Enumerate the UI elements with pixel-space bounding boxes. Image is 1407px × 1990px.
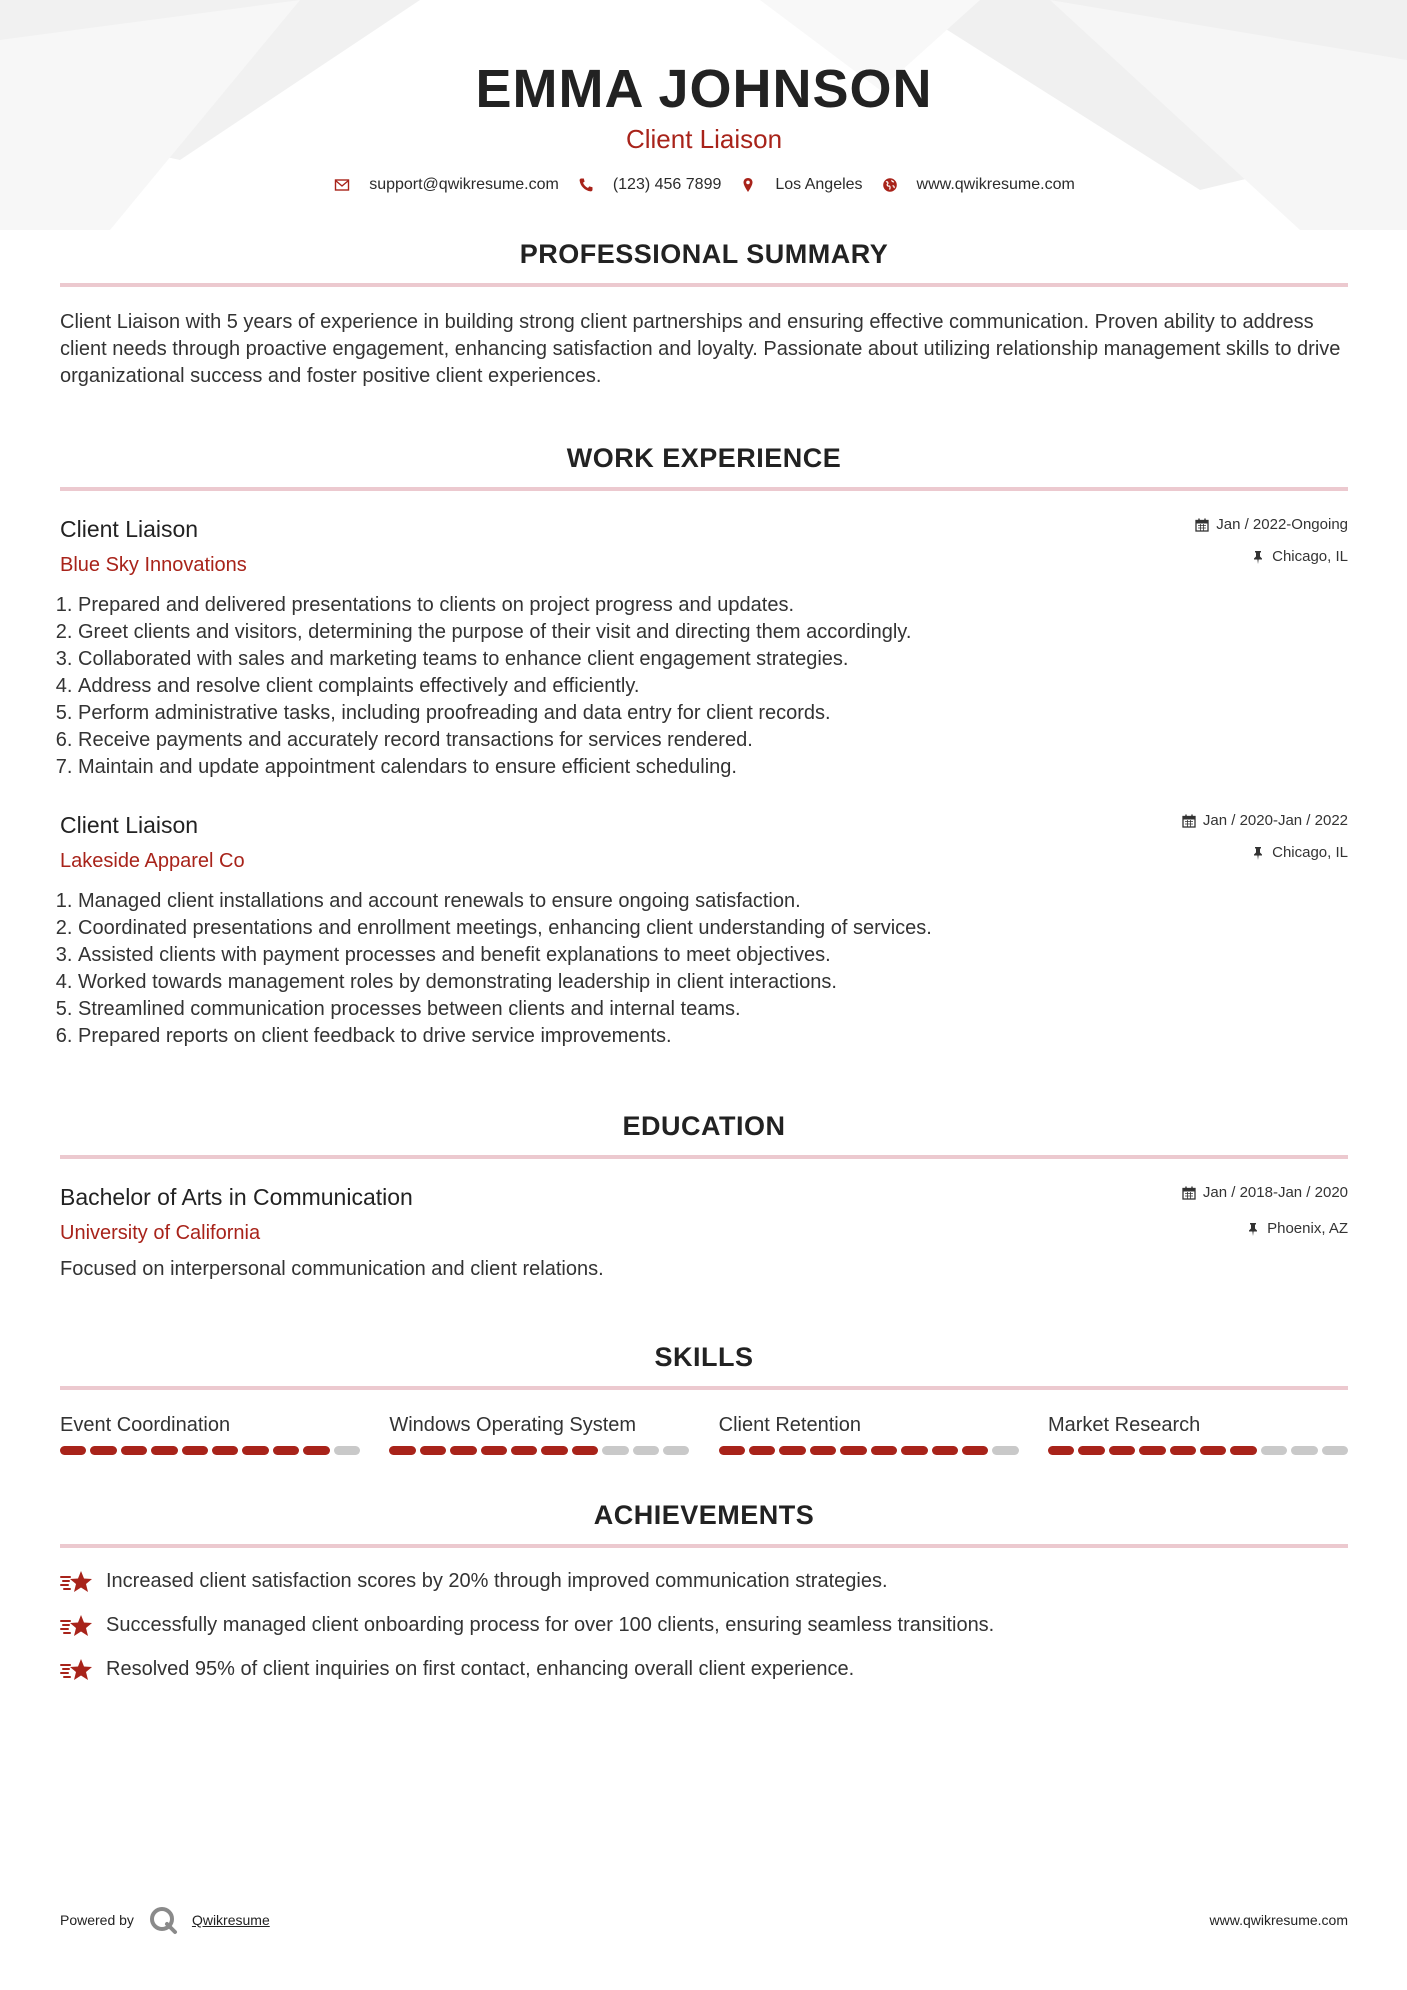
shooting-star-icon [60, 1613, 94, 1639]
skills-grid [60, 1412, 1348, 1455]
skills-heading: SKILLS [654, 1342, 754, 1372]
skill-segment-filled [420, 1446, 446, 1455]
list-item: 3. Assisted clients with payment processes and benefit explanations to meet objectives. [78, 942, 1348, 969]
powered-by [60, 1905, 270, 1935]
job-dates-text: Jan / 2020-Jan / 2022 [1202, 812, 1348, 829]
powered-by-label: Powered by [60, 1912, 134, 1928]
skill-segment-empty [992, 1446, 1018, 1455]
achievement-text: Increased client satisfaction scores by 20% through improved communication strategies. [106, 1570, 888, 1592]
skill-segment-filled [121, 1446, 147, 1455]
job-duties-list [60, 888, 1348, 1050]
pushpin-icon [1246, 1222, 1260, 1236]
job-location [1182, 843, 1348, 863]
achievements-heading: ACHIEVEMENTS [593, 1500, 815, 1530]
pushpin-icon [1251, 550, 1265, 564]
degree-title: Bachelor of Arts in Communication [60, 1184, 413, 1210]
candidate-role: Client Liaison [625, 124, 783, 154]
job-dates [1182, 811, 1348, 831]
skill-segment-filled [151, 1446, 177, 1455]
skill-segment-filled [242, 1446, 268, 1455]
education-heading: EDUCATION [622, 1111, 786, 1141]
achievements-section [60, 1499, 1348, 1683]
list-item: 5. Perform administrative tasks, including proofreading and data entry for client records. [78, 700, 1348, 727]
skill-item [719, 1412, 1019, 1455]
skill-segment-filled [273, 1446, 299, 1455]
section-divider [60, 1544, 1348, 1548]
skill-item [60, 1412, 360, 1455]
skill-segment-empty [602, 1446, 628, 1455]
job-location-text: Chicago, IL [1272, 548, 1348, 565]
skill-segment-filled [511, 1446, 537, 1455]
list-item: 1. Prepared and delivered presentations to clients on project progress and updates. [78, 592, 1348, 619]
skill-segment-filled [1078, 1446, 1104, 1455]
education-section [60, 1110, 1348, 1283]
skill-item [389, 1412, 689, 1455]
envelope-icon [333, 176, 351, 194]
list-item: 4. Address and resolve client complaints effectively and efficiently. [78, 673, 1348, 700]
contact-phone-text: (123) 456 7899 [612, 176, 722, 193]
skill-name: Market Research [1047, 1414, 1201, 1436]
summary-section [60, 238, 1348, 390]
section-divider [60, 487, 1348, 491]
section-divider [60, 1386, 1348, 1390]
skill-segment-filled [1109, 1446, 1135, 1455]
education-entry [60, 1183, 1348, 1283]
skill-segment-empty [1261, 1446, 1287, 1455]
page-footer [60, 1905, 1348, 1935]
qwikresume-logo-icon [148, 1905, 178, 1935]
skill-segment-empty [633, 1446, 659, 1455]
contact-email[interactable] [333, 176, 559, 194]
list-item: 6. Prepared reports on client feedback to drive service improvements. [78, 1023, 1348, 1050]
footer-website[interactable]: www.qwikresume.com [1209, 1912, 1348, 1928]
skill-segment-filled [749, 1446, 775, 1455]
skill-segment-filled [541, 1446, 567, 1455]
skill-segment-filled [1139, 1446, 1165, 1455]
contact-website[interactable] [881, 176, 1075, 194]
achievement-text: Resolved 95% of client inquiries on first contact, enhancing overall client experience. [106, 1658, 855, 1680]
skill-segment-filled [962, 1446, 988, 1455]
phone-icon [577, 176, 595, 194]
skill-segment-empty [1291, 1446, 1317, 1455]
job-dates-text: Jan / 2022-Ongoing [1216, 516, 1348, 533]
list-item: 6. Receive payments and accurately record transactions for services rendered. [78, 727, 1348, 754]
skill-segment-filled [932, 1446, 958, 1455]
skill-segment-filled [572, 1446, 598, 1455]
qwikresume-link[interactable]: Qwikresume [191, 1912, 270, 1928]
school-name: University of California [60, 1222, 261, 1244]
skill-segment-filled [212, 1446, 238, 1455]
resume-page [60, 0, 1348, 1700]
list-item: 1. Managed client installations and account renewals to ensure ongoing satisfaction. [78, 888, 1348, 915]
education-description: Focused on interpersonal communication and client relations. [60, 1258, 604, 1280]
skill-segment-filled [871, 1446, 897, 1455]
summary-heading: PROFESSIONAL SUMMARY [519, 239, 889, 269]
list-item: 5. Streamlined communication processes between clients and internal teams. [78, 996, 1348, 1023]
skill-segment-filled [1230, 1446, 1256, 1455]
contact-location-text: Los Angeles [775, 176, 863, 193]
experience-section [60, 442, 1348, 1050]
skill-segment-filled [389, 1446, 415, 1455]
list-item: 2. Greet clients and visitors, determining the purpose of their visit and directing them accordingly. [78, 619, 1348, 646]
globe-icon [881, 176, 899, 194]
skill-segment-filled [840, 1446, 866, 1455]
list-item: 3. Collaborated with sales and marketing teams to enhance client engagement strategies. [78, 646, 1348, 673]
job-location [1195, 547, 1348, 567]
experience-heading: WORK EXPERIENCE [566, 443, 842, 473]
job-title: Client Liaison [60, 516, 199, 542]
candidate-name: EMMA JOHNSON [475, 59, 933, 119]
list-item: 4. Worked towards management roles by demonstrating leadership in client interactions. [78, 969, 1348, 996]
skill-segment-filled [90, 1446, 116, 1455]
skills-section [60, 1341, 1348, 1455]
pushpin-icon [1251, 846, 1265, 860]
map-pin-icon [739, 176, 757, 194]
contact-bar [60, 176, 1348, 194]
skill-segment-filled [182, 1446, 208, 1455]
achievement-item [60, 1656, 1348, 1683]
contact-location [739, 176, 862, 194]
skill-name: Client Retention [718, 1414, 861, 1436]
calendar-icon [1182, 1186, 1196, 1200]
summary-text: Client Liaison with 5 years of experience in building strong client partnerships and ensuring effective communication. Proven ability to address client needs through proactive engagement, enhancing satisfaction and loyalty. Passionate about utilizing relationship management skills to drive organizational success and foster positive client experiences. [60, 311, 1341, 387]
skill-segment-filled [1170, 1446, 1196, 1455]
skill-item [1048, 1412, 1348, 1455]
list-item: 7. Maintain and update appointment calendars to ensure efficient scheduling. [78, 754, 1348, 781]
job-company: Lakeside Apparel Co [60, 850, 245, 872]
skill-level-bar [60, 1446, 360, 1455]
list-item: 2. Coordinated presentations and enrollment meetings, enhancing client understanding of services. [78, 915, 1348, 942]
job-entry [60, 515, 1348, 781]
shooting-star-icon [60, 1657, 94, 1683]
calendar-icon [1195, 518, 1209, 532]
skill-segment-empty [1322, 1446, 1348, 1455]
job-company: Blue Sky Innovations [60, 554, 247, 576]
skill-segment-filled [303, 1446, 329, 1455]
skill-segment-filled [60, 1446, 86, 1455]
education-location-text: Phoenix, AZ [1267, 1220, 1348, 1237]
skill-segment-filled [1048, 1446, 1074, 1455]
job-location-text: Chicago, IL [1272, 844, 1348, 861]
skill-segment-filled [719, 1446, 745, 1455]
job-entry [60, 811, 1348, 1050]
skill-segment-filled [481, 1446, 507, 1455]
skill-segment-empty [334, 1446, 360, 1455]
skill-name: Windows Operating System [389, 1414, 637, 1436]
skill-segment-filled [450, 1446, 476, 1455]
achievement-item [60, 1612, 1348, 1639]
job-dates [1195, 515, 1348, 535]
shooting-star-icon [60, 1569, 94, 1595]
skill-segment-filled [901, 1446, 927, 1455]
skill-level-bar [1048, 1446, 1348, 1455]
job-title: Client Liaison [60, 812, 199, 838]
achievement-item [60, 1568, 1348, 1595]
skill-segment-filled [810, 1446, 836, 1455]
skill-name: Event Coordination [60, 1414, 231, 1436]
skill-segment-filled [779, 1446, 805, 1455]
skill-level-bar [719, 1446, 1019, 1455]
education-location [1182, 1219, 1348, 1239]
education-dates [1182, 1183, 1348, 1203]
achievements-list [60, 1568, 1348, 1683]
education-dates-text: Jan / 2018-Jan / 2020 [1202, 1184, 1348, 1201]
achievement-text: Successfully managed client onboarding process for over 100 clients, ensuring seamless transitions. [106, 1614, 995, 1636]
contact-website-text: www.qwikresume.com [916, 176, 1075, 193]
job-duties-list [60, 592, 1348, 781]
skill-segment-filled [1200, 1446, 1226, 1455]
section-divider [60, 1155, 1348, 1159]
contact-phone[interactable] [577, 176, 722, 194]
calendar-icon [1182, 814, 1196, 828]
section-divider [60, 283, 1348, 287]
skill-level-bar [389, 1446, 689, 1455]
contact-email-text: support@qwikresume.com [369, 176, 559, 193]
skill-segment-empty [663, 1446, 689, 1455]
resume-header [60, 0, 1348, 194]
